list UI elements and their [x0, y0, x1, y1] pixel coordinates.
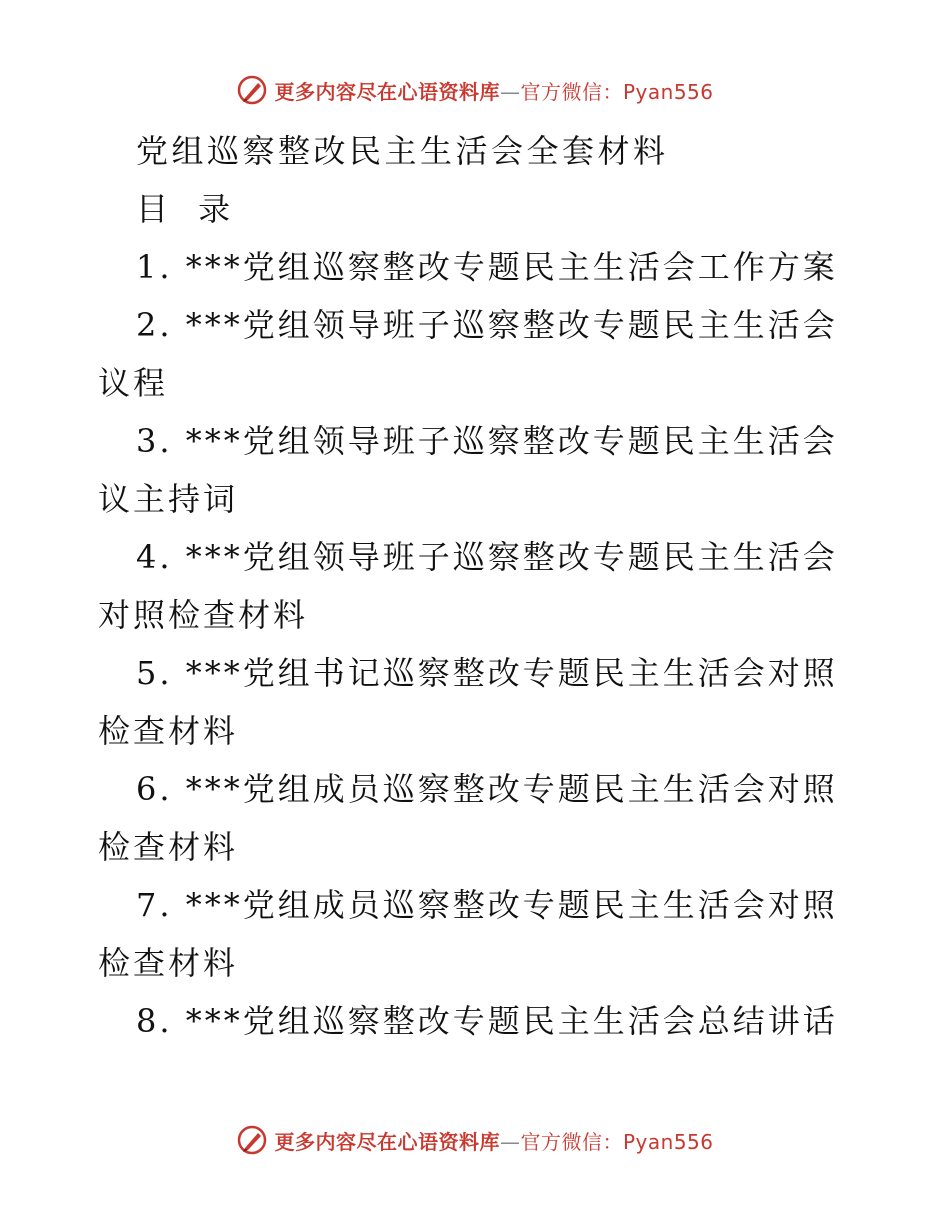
- header-watermark-banner: [0, 70, 950, 110]
- toc-item: 4. ***党组领导班子巡察整改专题民主生活会对照检查材料: [98, 538, 838, 634]
- toc-item: 5. ***党组书记巡察整改专题民主生活会对照检查材料: [98, 654, 838, 750]
- watermark-separator: —: [499, 1129, 521, 1154]
- toc-item: 3. ***党组领导班子巡察整改专题民主生活会议主持词: [98, 422, 838, 518]
- toc-item: 2. ***党组领导班子巡察整改专题民主生活会议程: [98, 306, 838, 402]
- toc-item: 6. ***党组成员巡察整改专题民主生活会对照检查材料: [98, 770, 838, 866]
- quill-pen-icon: [236, 1124, 268, 1156]
- watermark-site-name: 更多内容尽在心语资料库: [274, 79, 500, 104]
- toc-heading: 目 录: [136, 190, 241, 228]
- document-body: [98, 122, 838, 1050]
- footer-watermark-banner: [0, 1120, 950, 1160]
- watermark-label: 官方微信：: [520, 1129, 623, 1154]
- toc-item: 7. ***党组成员巡察整改专题民主生活会对照检查材料: [98, 886, 838, 982]
- quill-pen-icon: [236, 74, 268, 106]
- watermark-text: [274, 1126, 713, 1155]
- toc-item: 1. ***党组巡察整改专题民主生活会工作方案: [136, 248, 838, 286]
- watermark-wechat-id: Pyan556: [622, 79, 714, 104]
- watermark-site-name: 更多内容尽在心语资料库: [274, 1129, 500, 1154]
- watermark-separator: —: [499, 79, 521, 104]
- toc-item: 8. ***党组巡察整改专题民主生活会总结讲话: [136, 1002, 838, 1040]
- document-title: 党组巡察整改民主生活会全套材料: [136, 132, 669, 170]
- watermark-label: 官方微信：: [520, 79, 623, 104]
- watermark-text: [274, 76, 713, 105]
- watermark-wechat-id: Pyan556: [622, 1129, 714, 1154]
